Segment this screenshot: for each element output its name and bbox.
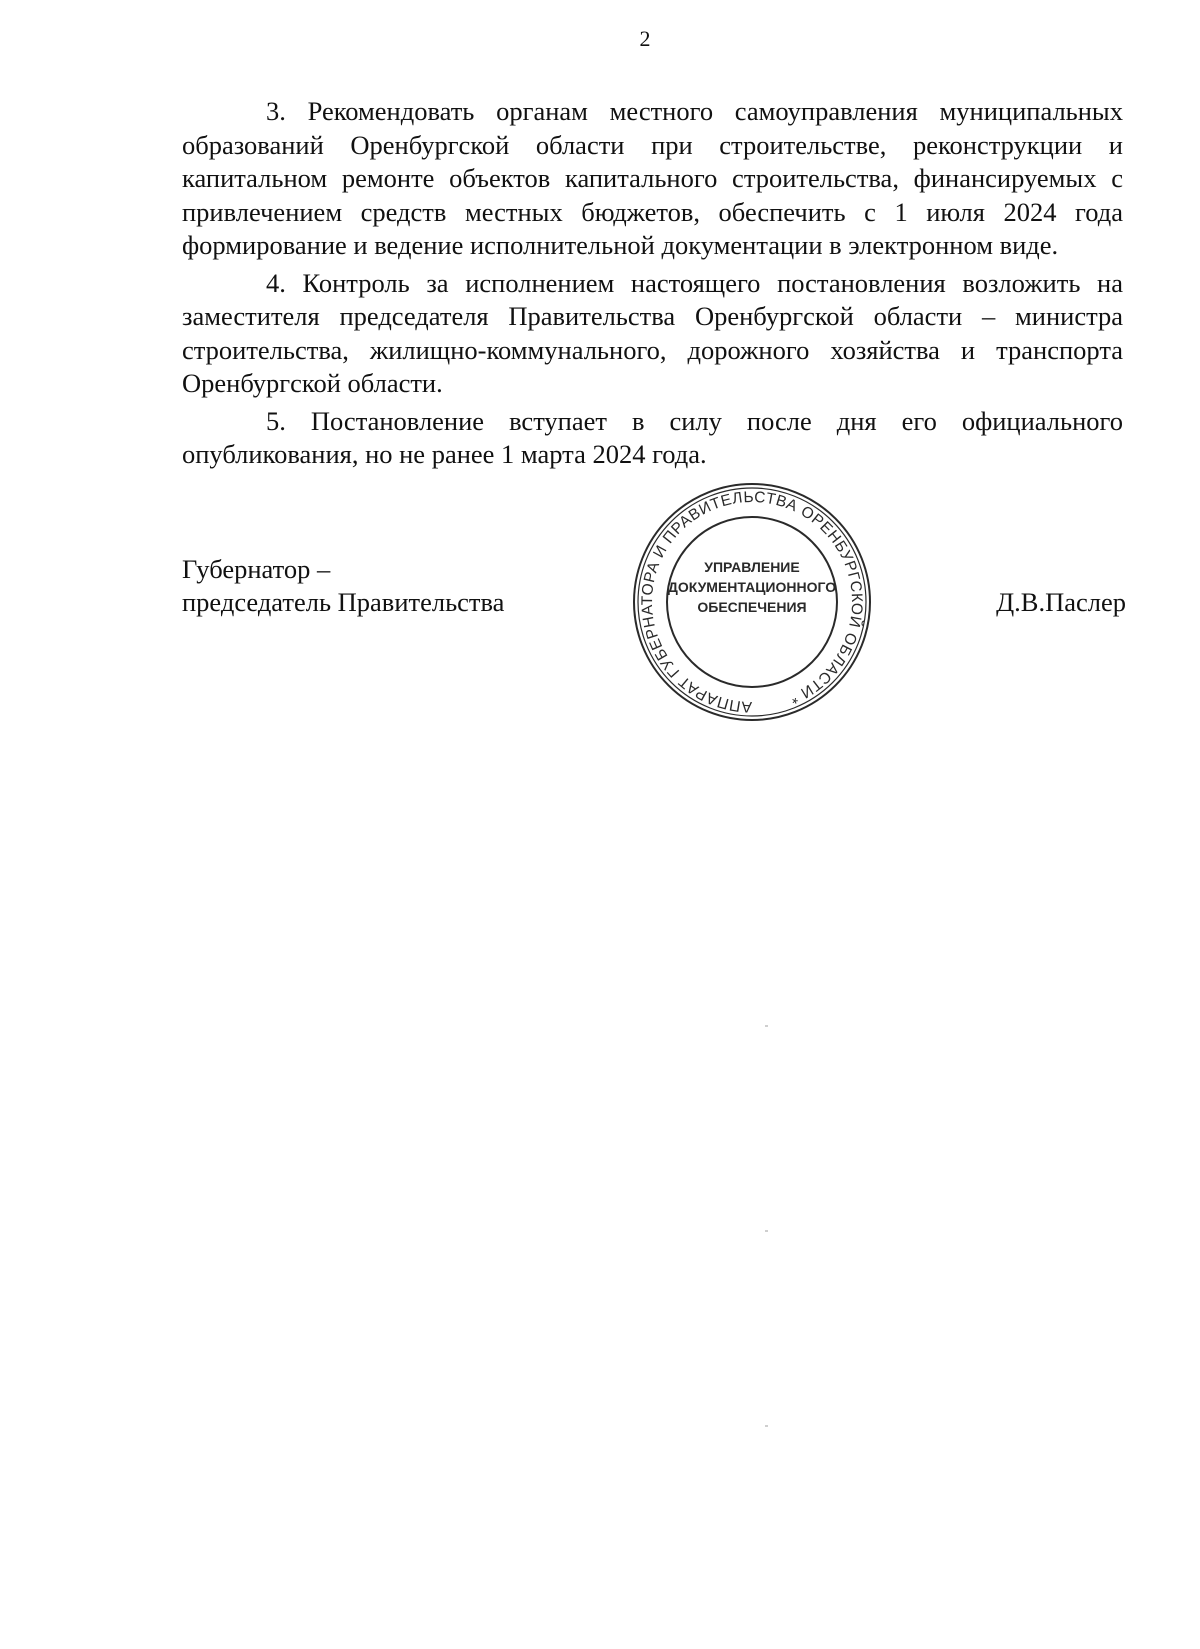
stamp-center-line3: ОБЕСПЕЧЕНИЯ: [697, 599, 807, 615]
official-seal-stamp: [632, 482, 872, 722]
scan-speck: [765, 1230, 768, 1232]
signatory-position: [182, 553, 504, 619]
paragraph-4: 4. Контроль за исполнением настоящего постановления возложить на заместителя председателя Правительства Оренбургской области – министра строительства, жилищно-коммунального, дорожного хозяйства и транспорта Оренбургской области.: [182, 267, 1123, 398]
signatory-name: Д.В.Паслер: [996, 587, 1126, 617]
signatory-position-line2: председатель Правительства: [182, 587, 505, 617]
paragraph-3: 3. Рекомендовать органам местного самоуправления муниципальных образований Оренбургской области при строительстве, реконструкции и капитальном ремонте объектов капитального строительства, финансируемых с привлечением средств местных бюджетов, обеспечить с 1 июля 2024 года формирование и ведение исполнительной документации в электронном виде.: [182, 96, 1123, 260]
stamp-center-line1: УПРАВЛЕНИЕ: [704, 559, 800, 575]
page-number: 2: [639, 26, 651, 51]
paragraph-5: 5. Постановление вступает в силу после дня его официального опубликования, но не ранее 1 марта 2024 года.: [182, 405, 1123, 469]
document-body: [182, 95, 1123, 476]
signatory-position-line1: Губернатор –: [182, 554, 331, 584]
stamp-outer-ring-text: АППАРАТ ГУБЕРНАТОРА И ПРАВИТЕЛЬСТВА ОРЕНБУРГСКОЙ ОБЛАСТИ *: [638, 488, 866, 716]
scan-speck: [765, 1425, 768, 1427]
stamp-center-line2: ДОКУМЕНТАЦИОННОГО: [667, 579, 837, 595]
scan-speck: [765, 1025, 768, 1027]
